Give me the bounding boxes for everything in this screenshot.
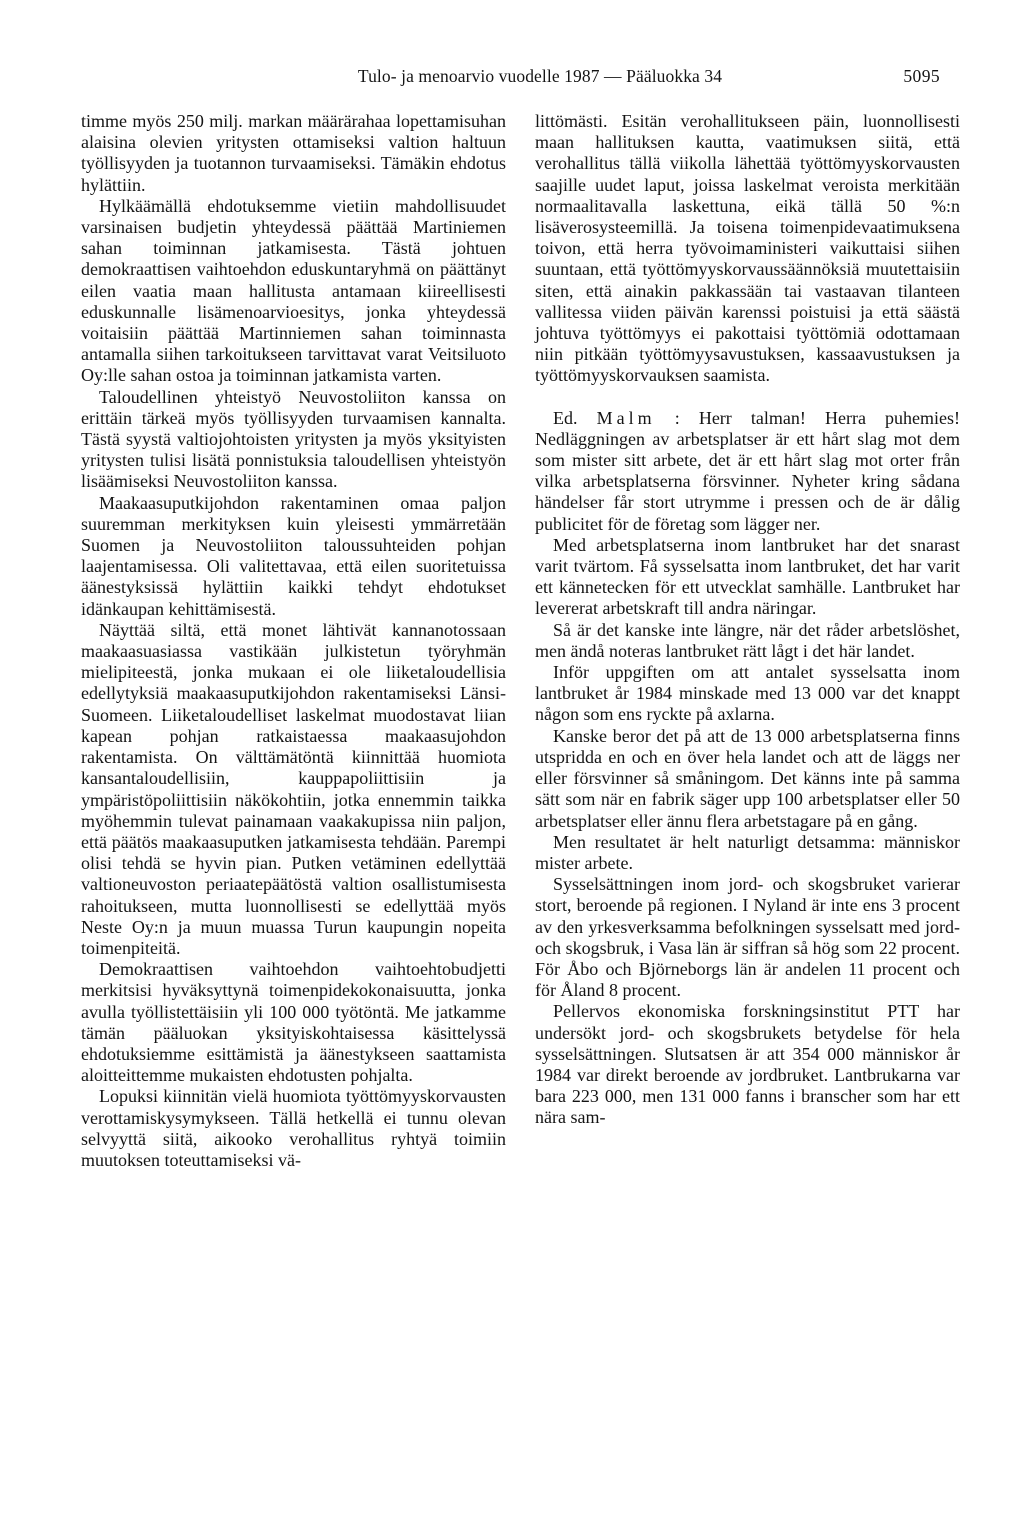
speech-opening: [535, 408, 960, 535]
paragraph: Maakaasuputkijohdon rakentaminen omaa paljon suuremman merkityksen kuin yleisesti ymmärretään Suomen ja Neuvostoliiton taloussuhteiden pohjan laajentamisessa. Oli valitettavaa, että eilen suoritetuissa äänestyksissä hylättiin kaikki tehdyt ehdotukset idänkaupan kehittämisestä.: [81, 492, 506, 619]
page-number: 5095: [903, 66, 940, 86]
paragraph: Demokraattisen vaihtoehdon vaihtoehtobudjetti merkitsisi hyväksyttynä toimenpidekokonaisuutta, jonka avulla työllistettäisiin yli 100 000 työtöntä. Me jatkamme tämän pääluokan yksityiskohtaisessa käsittelyssä ehdotuksiemme esittämistä ja äänestykseen saattamista aloitteittemme mukaisten ehdotusten pohjalta.: [81, 959, 506, 1086]
speech-opening-text: : Herr talman! Herra puhemies! Nedläggningen av arbetsplatser är ett hårt slag mot dem som mister sitt arbete, det är ett hårt slag mot orter från vilka arbetsplatserna försvinner. Nyheter kring sådana händelser får stort utrymme i pressen och de är dålig publicitet för de företag som lägger ner.: [535, 407, 961, 534]
left-column: [81, 111, 506, 1171]
paragraph: Hylkäämällä ehdotuksemme vietiin mahdollisuudet varsinaisen budjetin yhteydessä päättää Martiniemen sahan toiminnan jatkamisesta. Tästä johtuen demokraattisen vaihtoehdon eduskuntaryhmä on päättänyt eilen vaatia maan hallitusta antamaan kiireellisesti eduskunnalle lisämenoarvioesitys, jonka yhteydessä voitaisiin päättää Martinniemen sahan toiminnasta antamalla siihen tarkoitukseen tarvittavat varat Veitsiluoto Oy:lle sahan ostoa ja toiminnan jatkamista varten.: [81, 195, 506, 386]
speaker-name: Malm: [596, 407, 656, 428]
speaker-prefix: Ed.: [553, 407, 578, 428]
paragraph: Näyttää siltä, että monet lähtivät kannanotossaan maakaasuasiassa vastikään julkistetun työryhmän mielipiteestä, jonka mukaan ei ole liiketaloudellisia edellytyksiä maakaasuputkijohdon rakentamiseksi Länsi-Suomeen. Liiketaloudelliset laskelmat muodostavat liian kapean pohjan ratkaistaessa maakaasujohdon rakentamista. On välttämätöntä kiinnittää huomiota kansantaloudellisiin, kauppapoliittisiin ja ympäristöpoliittisiin näkökohtiin, jotka ennemmin taikka myöhemmin tulevat painamaan vaakakupissa niin paljon, että päätös maakaasuputken jatkamisesta tehdään. Parempi olisi tehdä se hyvin pian. Putken vetäminen edellyttää valtioneuvoston periaatepäätöstä valtion osallistumisesta rahoitukseen, mutta luonnollisesti se edellyttää myös Neste Oy:n ja muun muassa Turun kaupungin nopeita toimenpiteitä.: [81, 619, 506, 958]
header-title: Tulo- ja menoarvio vuodelle 1987 — Pääluokka 34: [357, 66, 723, 86]
paragraph: Med arbetsplatserna inom lantbruket har det snarast varit tvärtom. Få sysselsatta inom lantbruket, det har varit ett kännetecken för ett utvecklat samhälle. Lantbruket har levererat arbetskraft till andra näringar.: [535, 534, 960, 619]
paragraph: timme myös 250 milj. markan määrärahaa lopettamisuhan alaisina olevien yritysten ottamiseksi valtion haltuun työllisyyden ja tuotannon turvaamiseksi. Tämäkin ehdotus hylättiin.: [81, 111, 506, 195]
paragraph: Men resultatet är helt naturligt detsamma: människor mister arbete.: [535, 831, 960, 873]
paragraph: Taloudellinen yhteistyö Neuvostoliiton kanssa on erittäin tärkeä myös työllisyyden turvaamisen kannalta. Tästä syystä valtiojohtoisten yritysten ja myös yksityisten yritysten tulisi lisätä ponnistuksia taloudellisen yhteistyön lisäämiseksi Neuvostoliiton kanssa.: [81, 386, 506, 492]
paragraph: Inför uppgiften om att antalet sysselsatta inom lantbruket år 1984 minskade med 13 000 var det knappt någon som ens ryckte på axlarna.: [535, 662, 960, 725]
running-head: [140, 66, 940, 88]
paragraph: Kanske beror det på att de 13 000 arbetsplatserna finns utspridda en och en över hela landet och att de läggs ner eller försvinner så småningom. Det känns inte på samma sätt som när en fabrik säger upp 100 arbetsplatser eller 50 arbetsplatser eller ännu flera arbetstagare på en gång.: [535, 725, 960, 831]
paragraph: Så är det kanske inte längre, när det råder arbetslöshet, men ändå noteras lantbruket rätt lågt i det här landet.: [535, 619, 960, 661]
paragraph: littömästi. Esitän verohallitukseen päin, luonnollisesti maan hallituksen kautta, vaatimuksen siitä, että verohallitus tällä viikolla lähettää työttömyyskorvausten saajille uudet laput, joissa laskelmat veroista merkitään normaalitavalla laskettuna, eikä tällä 50 %:n lisäverosysteemillä. Ja toisena toimenpidevaatimuksena toivon, että herra työvoimaministeri vaikuttaisi siihen suuntaan, että työttömyyskorvaussäännöksiä muutettaisiin siten, että ainakin pakkassään tai vastaavan tilanteen vallitessa viiden päivän karenssi poistuisi ja että säästä johtuva työttömyys ei pakottaisi työttömiä odottamaan niin pitkään työttömyysavustuksen, kassaavustuksen ja työttömyyskorvauksen saamista.: [535, 111, 960, 386]
paragraph: Pellervos ekonomiska forskningsinstitut PTT har undersökt jord- och skogsbrukets betydelse för hela sysselsättningen. Slutsatsen är att 354 000 människor år 1984 var direkt beroende av jordbruket. Lantbrukarna var bara 223 000, men 131 000 fanns i branscher som har ett nära sam-: [535, 1001, 960, 1128]
paragraph: Sysselsättningen inom jord- och skogsbruket varierar stort, beroende på regionen. I Nyland är inte ens 3 procent av den yrkesverksamma befolkningen sysselsatt med jord- och skogsbruk, i Vasa län är siffran så hög som 22 procent. För Åbo och Björneborgs län är andelen 11 procent och för Åland 8 procent.: [535, 874, 960, 1001]
right-column: [535, 111, 960, 1129]
paragraph: Lopuksi kiinnitän vielä huomiota työttömyyskorvausten verottamiskysymykseen. Tällä hetkellä ei tunnu olevan selvyyttä siitä, aikooko verohallitus ryhtyä toimiin muutoksen toteuttamiseksi vä-: [81, 1086, 506, 1170]
